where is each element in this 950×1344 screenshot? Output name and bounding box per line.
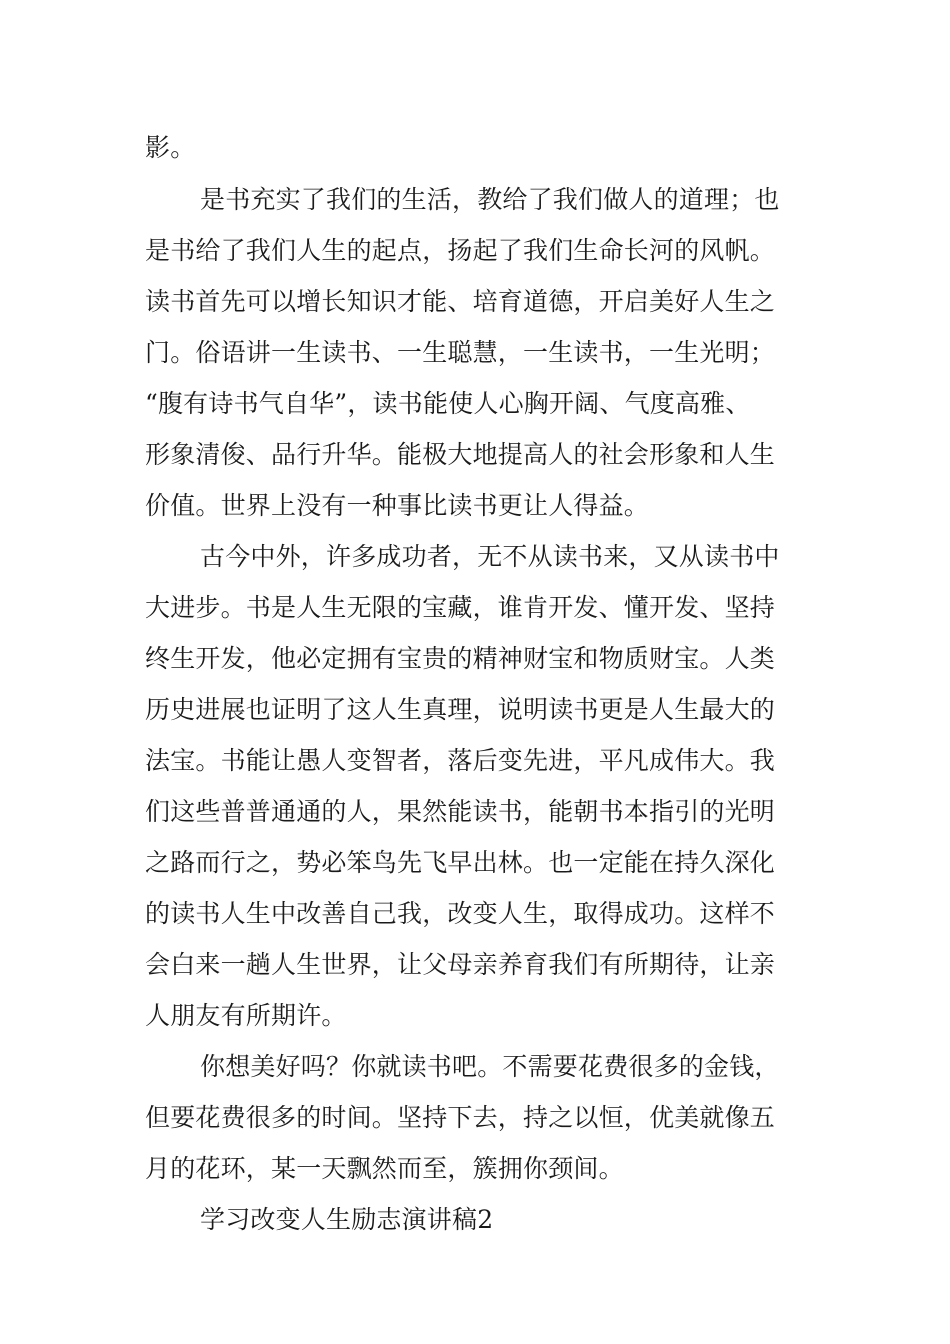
paragraph-first-line: 是书充实了我们的生活，教给了我们做人的道理；也	[200, 185, 780, 214]
paragraph-first-line: 你想美好吗？你就读书吧。不需要花费很多的金钱，	[200, 1052, 780, 1081]
text-line: 的读书人生中改善自己我，改变人生，取得成功。这样不	[145, 899, 776, 928]
text-line: 是书给了我们人生的起点，扬起了我们生命长河的风帆。	[145, 236, 776, 265]
text-line: 大进步。书是人生无限的宝藏，谁肯开发、懂开发、坚持	[145, 593, 776, 622]
text-line: 月的花环，某一天飘然而至，簇拥你颈间。	[145, 1154, 624, 1183]
paragraph-first-line: 古今中外，许多成功者，无不从读书来，又从读书中	[200, 542, 780, 571]
text-line: 历史进展也证明了这人生真理，说明读书更是人生最大的	[145, 695, 776, 724]
text-line: 价值。世界上没有一种事比读书更让人得益。	[145, 491, 650, 520]
text-line: 会白来一趟人生世界，让父母亲养育我们有所期待，让亲	[145, 950, 776, 979]
text-line: 门。俗语讲一生读书、一生聪慧，一生读书，一生光明；	[145, 338, 776, 367]
text-line: 法宝。书能让愚人变智者，落后变先进，平凡成伟大。我	[145, 746, 776, 775]
text-line: 人朋友有所期许。	[145, 1001, 347, 1030]
text-line: 但要花费很多的时间。坚持下去，持之以恒，优美就像五	[145, 1103, 776, 1132]
text-line: 形象清俊、品行升华。能极大地提高人的社会形象和人生	[145, 440, 776, 469]
text-line: 读书首先可以增长知识才能、培育道德，开启美好人生之	[145, 287, 776, 316]
text-line: 影。	[145, 133, 196, 162]
text-line: 们这些普普通通的人，果然能读书，能朝书本指引的光明	[145, 797, 776, 826]
text-line: “腹有诗书气自华”，读书能使人心胸开阔、气度高雅、	[145, 389, 751, 418]
section-heading: 学习改变人生励志演讲稿2	[200, 1205, 494, 1234]
text-line: 终生开发，他必定拥有宝贵的精神财宝和物质财宝。人类	[145, 644, 776, 673]
text-line: 之路而行之，势必笨鸟先飞早出林。也一定能在持久深化	[145, 848, 776, 877]
